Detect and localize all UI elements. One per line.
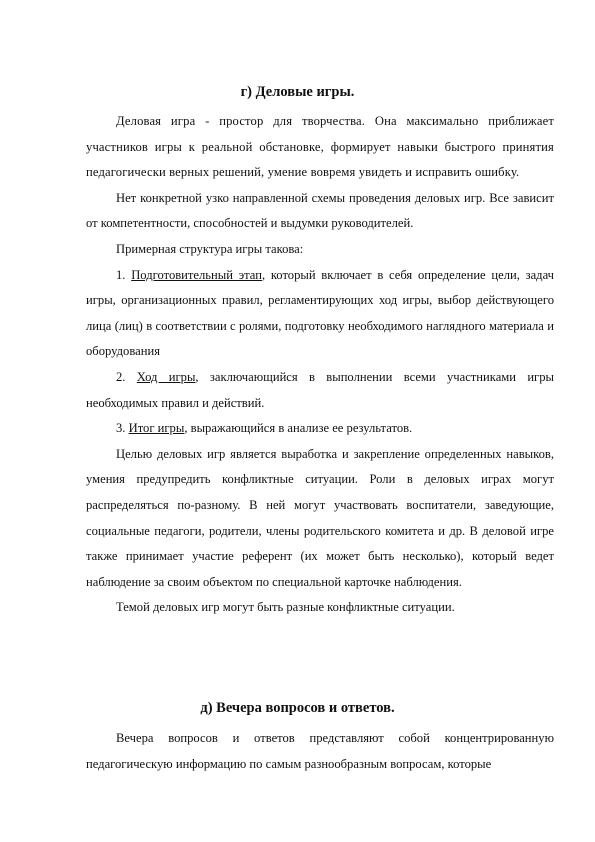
list-number: 2. [116,369,126,384]
section-heading-qa-evenings: д) Вечера вопросов и ответов. [200,700,395,716]
paragraph-topics: Темой деловых игр могут быть разные конфликтные ситуации. [116,600,455,615]
list-term: Ход игры [136,369,196,384]
list-term: Итог игры [128,421,185,436]
list-number: 1. [116,267,126,282]
paragraph-qa-intro: Вечера вопросов и ответов представляют собой концентрированную педагогическую информацию по самым разнообразным вопросам, которые [86,731,554,771]
list-item-game-result [86,416,554,442]
list-item-preparation [86,263,554,365]
list-term: Подготовительный этап [131,267,262,282]
paragraph-goal: Целью деловых игр является выработка и закрепление определенных навыков, умения предупредить конфликтные ситуации. Роли в деловых играх могут распределяться по-разному. В ней могут участвовать воспитатели, заведующие, социальные педагоги, родители, члены родительского комитета и др. В деловой игре также принимает участие референт (их может быть несколько), который ведет наблюдение за своим объектом по специальной карточке наблюдения. [86,446,554,589]
paragraph-structure: Примерная структура игры такова: [116,241,304,256]
list-item-game-course [86,365,554,416]
paragraph-no-scheme: Нет конкретной узко направленной схемы проведения деловых игр. Все зависит от компетентности, способностей и выдумки руководителей. [86,190,554,231]
section-heading-business-games: г) Деловые игры. [240,84,355,100]
list-number: 3. [116,421,126,436]
section-body-qa-evenings [86,726,554,777]
list-text: , заключающийся в выполнении всеми участниками игры необходимых правил и действий. [86,369,554,410]
paragraph-intro: Деловая игра - простор для творчества. Она максимально приближает участников игры к реальной обстановке, формирует навыки быстрого принятия педагогически верных решений, умение вовремя увидеть и исправить ошибку. [86,114,554,180]
list-text: , выражающийся в анализе ее результатов. [184,421,413,436]
list-text: , который включает в себя определение цели, задач игры, организационных правил, регламентирующих ход игры, выбор действующего лица (лиц) в соответствии с ролями, подготовку необходимого наглядного материала и оборудования [86,267,554,359]
section-body-business-games [86,109,554,621]
